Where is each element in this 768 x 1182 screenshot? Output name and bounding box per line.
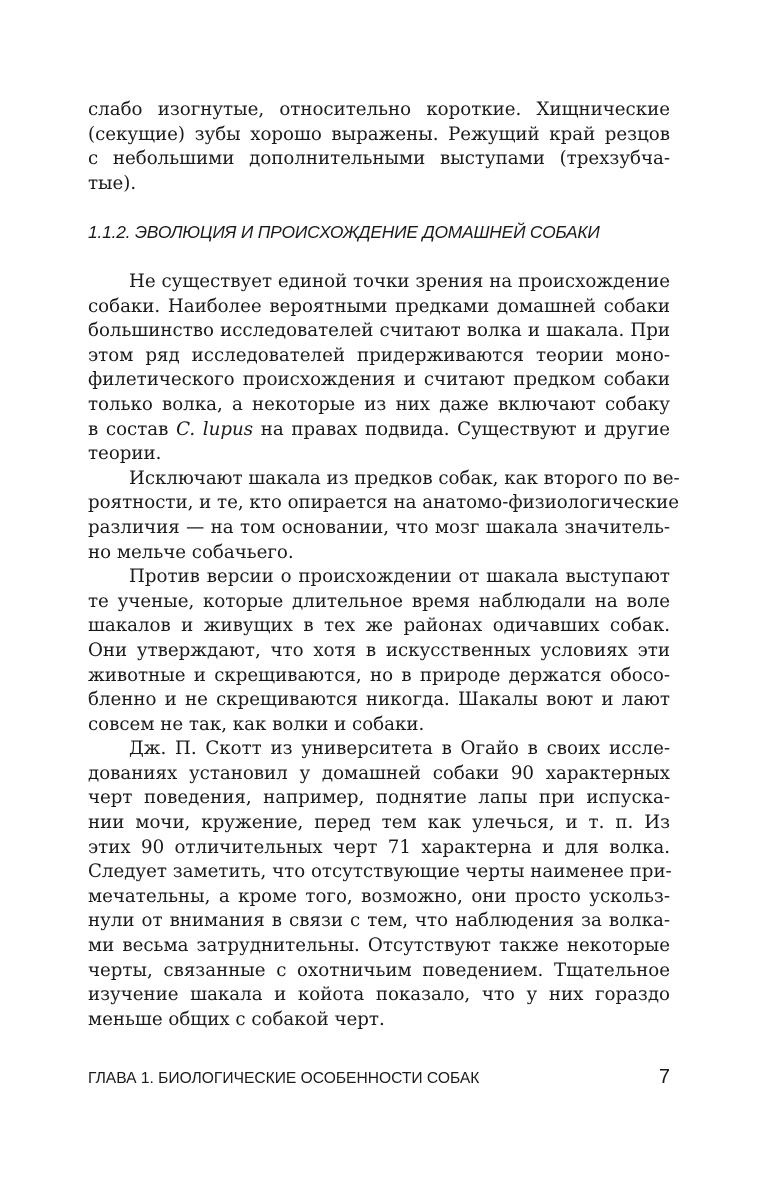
- text-line: теории.: [88, 443, 162, 465]
- text-line: этих 90 отличительных черт 71 характерна и для волка.: [88, 836, 670, 858]
- text-line: филетического происхождения и считают предком собаки: [88, 369, 670, 391]
- text-line: с небольшими дополнительными выступами (трехзубча-: [88, 148, 670, 170]
- text-line: те ученые, которые длительное время наблюдали на воле: [88, 590, 670, 612]
- text-line: [88, 418, 670, 443]
- text-line: Дж. П. Скотт из университета в Огайо в своих иссле-: [129, 738, 670, 760]
- text-line: Не существует единой точки зрения на происхождение: [129, 271, 670, 292]
- text-line: совсем не так, как волки и собаки.: [88, 713, 425, 735]
- page-number: 7: [658, 1066, 670, 1088]
- text-line: Следует заметить, что отсутствующие черты наименее при-: [88, 861, 672, 883]
- text-line: роятности, и те, кто опирается на анатомо-физиологические: [88, 492, 680, 514]
- text-line: большинство исследователей считают волка и шакала. При: [88, 320, 670, 342]
- text-fragment: в состав: [88, 418, 177, 440]
- text-line: черты, связанные с охотничьим поведением. Тщательное: [88, 959, 670, 981]
- text-line: дованиях установил у домашней собаки 90 характерных: [88, 762, 670, 784]
- text-line: ми весьма затруднительны. Отсутствуют также некоторые: [88, 935, 670, 957]
- text-line: этом ряд исследователей придерживаются теории моно-: [88, 344, 670, 366]
- text-line: слабо изогнутые, относительно короткие. Хищнические: [88, 99, 670, 120]
- text-line: тые).: [88, 172, 137, 194]
- text-line: мечательны, а кроме того, возможно, они просто ускольз-: [88, 885, 670, 907]
- species-name: C. lupus: [176, 418, 254, 440]
- chapter-footer: ГЛАВА 1. БИОЛОГИЧЕСКИЕ ОСОБЕННОСТИ СОБАК: [88, 1070, 480, 1087]
- text-line: нули от внимания в связи с тем, что наблюдения за волка-: [88, 910, 670, 932]
- text-line: только волка, а некоторые из них даже включают собаку: [88, 393, 670, 415]
- text-line: шакалов и живущих в тех же районах одичавших собак.: [88, 615, 670, 637]
- text-line: Против версии о происхождении от шакала выступают: [129, 566, 670, 588]
- text-line: нии мочи, кружение, перед тем как улечься, и т. п. Из: [88, 812, 670, 834]
- text-fragment: на правах подвида. Существуют и другие: [253, 418, 670, 440]
- text-line: собаки. Наиболее вероятными предками домашней собаки: [88, 295, 670, 317]
- section-heading: 1.1.2. ЭВОЛЮЦИЯ И ПРОИСХОЖДЕНИЕ ДОМАШНЕЙ СОБАКИ: [88, 222, 600, 242]
- top-paragraph: [88, 98, 670, 196]
- text-line: животные и скрещиваются, но в природе держатся обосо-: [88, 664, 670, 686]
- body-text: [88, 270, 680, 1032]
- text-line: но мельче собачьего.: [88, 541, 294, 563]
- text-line: меньше общих с собакой черт.: [88, 1008, 385, 1030]
- text-line: различия — на том основании, что мозг шакала значитель-: [88, 516, 670, 538]
- text-line: изучение шакала и койота показало, что у них гораздо: [88, 984, 670, 1006]
- text-line: (секущие) зубы хорошо выражены. Режущий край резцов: [88, 123, 670, 145]
- text-line: черт поведения, например, поднятие лапы при испуска-: [88, 787, 670, 809]
- text-line: бленно и не скрещиваются никогда. Шакалы воют и лают: [88, 689, 670, 711]
- text-line: Они утверждают, что хотя в искусственных условиях эти: [88, 639, 670, 661]
- text-line: Исключают шакала из предков собак, как второго по ве-: [129, 467, 680, 489]
